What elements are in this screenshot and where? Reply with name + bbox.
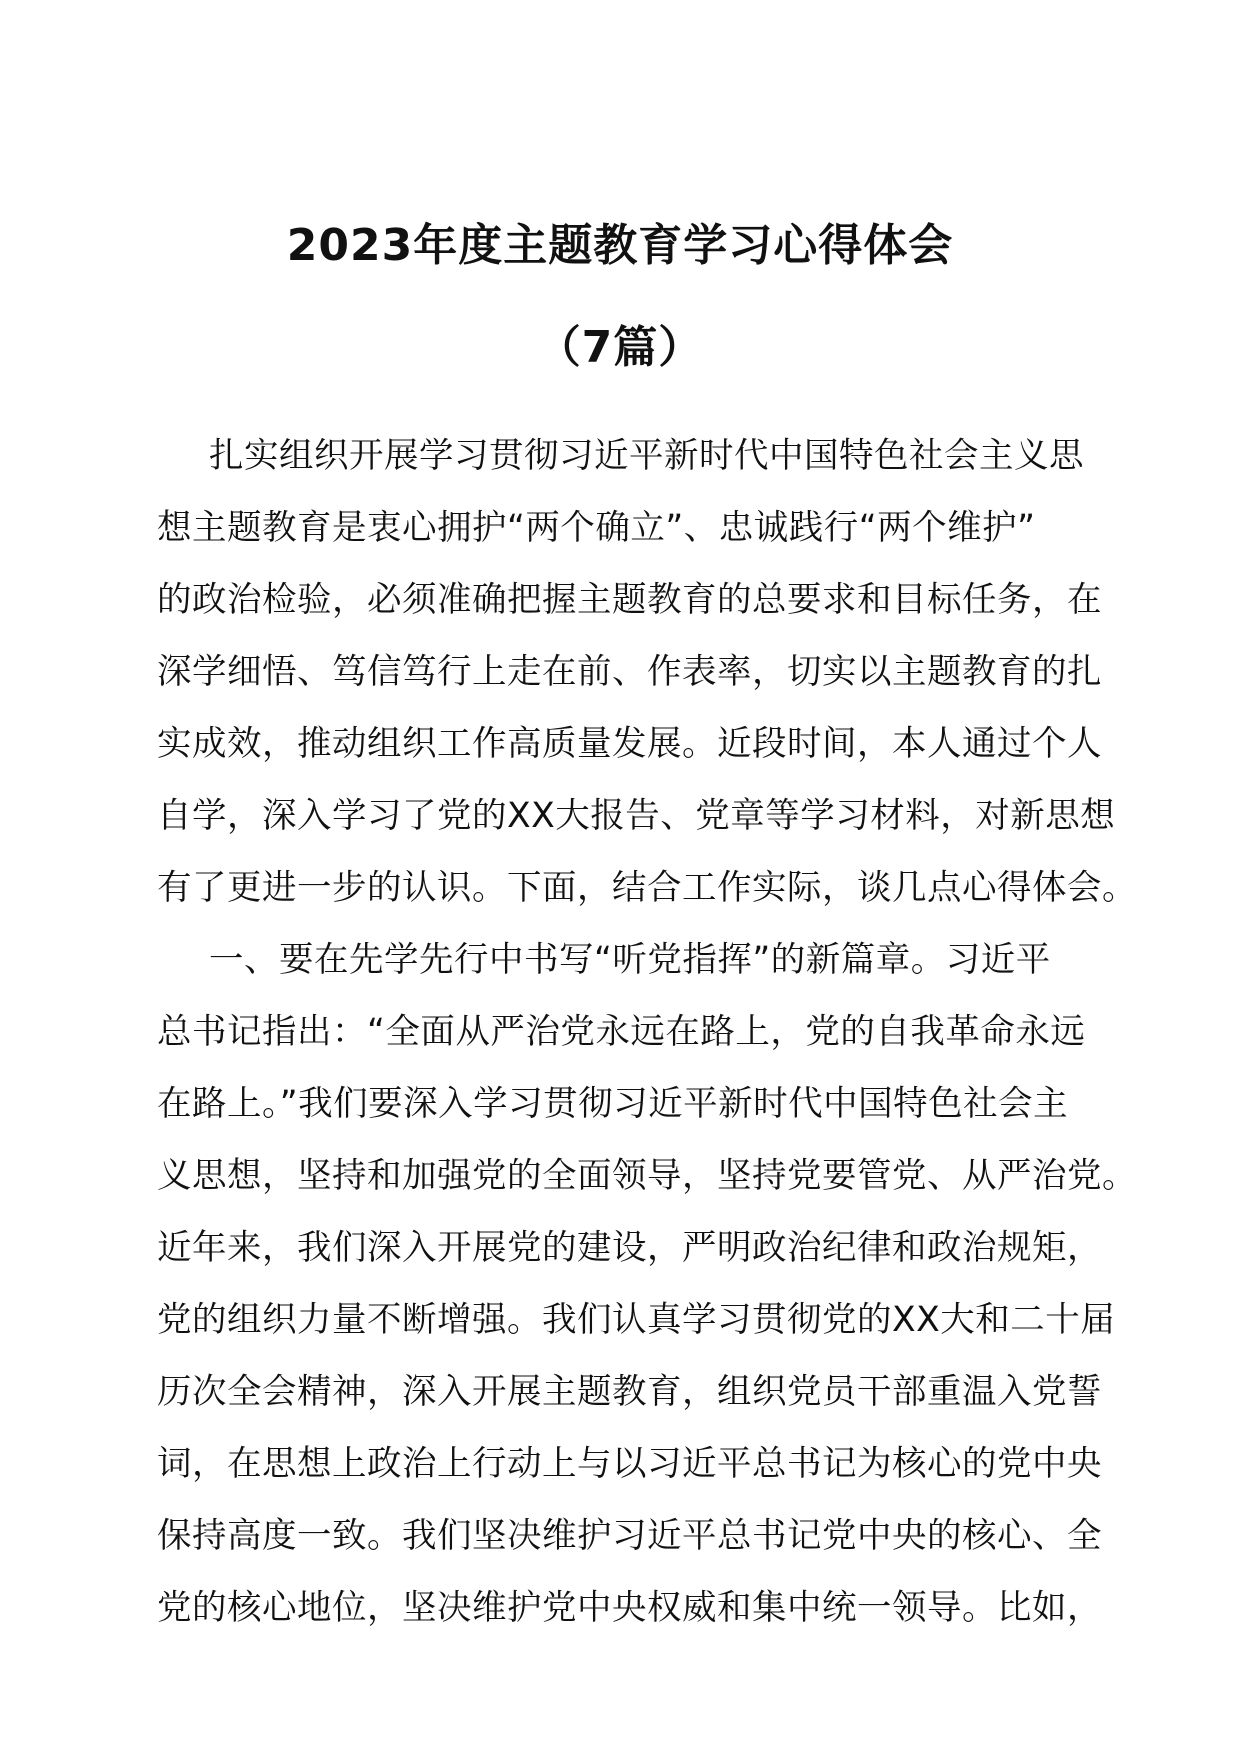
- paragraph-line: 历次全会精神，深入开展主题教育，组织党员干部重温入党誓: [157, 1372, 1102, 1412]
- paragraph-line: 保持高度一致。我们坚决维护习近平总书记党中央的核心、全: [157, 1516, 1102, 1556]
- paragraph-line: 党的组织力量不断增强。我们认真学习贯彻党的XX大和二十届: [157, 1300, 1116, 1340]
- paragraph-line: 一、要在先学先行中书写“听党指挥”的新篇章。习近平: [209, 940, 1051, 980]
- document-subtitle: （7篇）: [536, 322, 704, 373]
- paragraph-line: 词，在思想上政治上行动上与以习近平总书记为核心的党中央: [157, 1444, 1102, 1484]
- paragraph-line: 扎实组织开展学习贯彻习近平新时代中国特色社会主义思: [209, 436, 1084, 476]
- paragraph-line: 近年来，我们深入开展党的建设，严明政治纪律和政治规矩，: [157, 1228, 1102, 1268]
- document-title: 2023年度主题教育学习心得体会: [286, 220, 954, 271]
- paragraph-line: 义思想，坚持和加强党的全面领导，坚持党要管党、从严治党。: [157, 1156, 1137, 1196]
- paragraph-line: 的政治检验，必须准确把握主题教育的总要求和目标任务，在: [157, 580, 1102, 620]
- paragraph-line: 总书记指出：“全面从严治党永远在路上，党的自我革命永远: [157, 1012, 1086, 1052]
- paragraph-line: 有了更进一步的认识。下面，结合工作实际，谈几点心得体会。: [157, 868, 1137, 908]
- paragraph-line: 实成效，推动组织工作高质量发展。近段时间，本人通过个人: [157, 724, 1102, 764]
- paragraph-line: 在路上。”我们要深入学习贯彻习近平新时代中国特色社会主: [157, 1084, 1069, 1124]
- paragraph-line: 党的核心地位，坚决维护党中央权威和集中统一领导。比如，: [157, 1588, 1102, 1628]
- document-body: [157, 420, 1137, 1644]
- paragraph-line: 自学，深入学习了党的XX大报告、党章等学习材料，对新思想: [157, 796, 1116, 836]
- paragraph-line: 想主题教育是衷心拥护“两个确立”、忠诚践行“两个维护”: [157, 508, 1036, 548]
- paragraph-line: 深学细悟、笃信笃行上走在前、作表率，切实以主题教育的扎: [157, 652, 1102, 692]
